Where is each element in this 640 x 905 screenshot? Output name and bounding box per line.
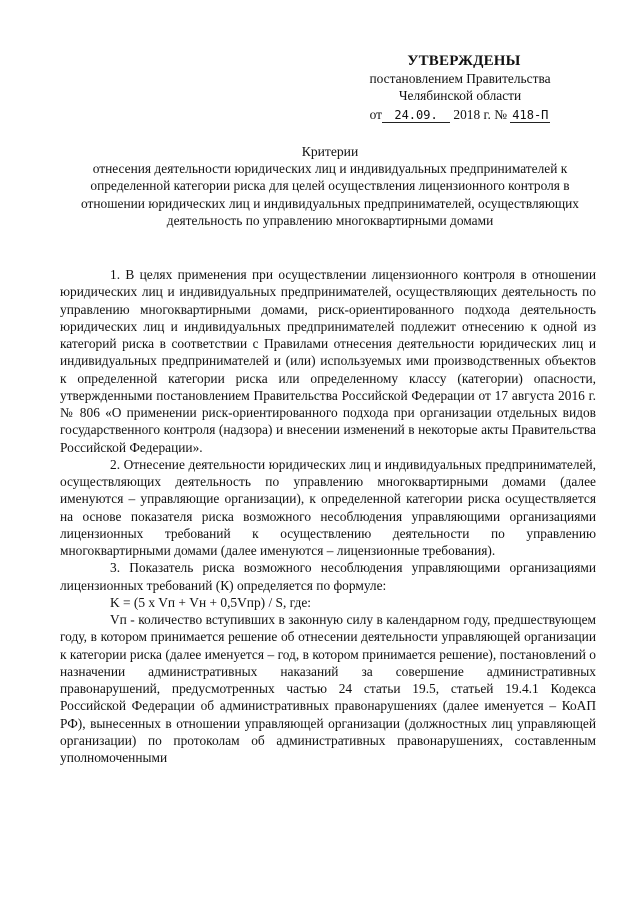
paragraph-1: 1. В целях применения при осуществлении лицензионного контроля в отношении юридических лиц и индивидуальных предпринимателей, осуществляющих деятельность по управлению многоквартирными домами, риск-ориентированного подхода деятельность юридических лиц и индивидуальных предпринимателей подлежит отнесению к одной из категорий риска в соответствии с Правилами отнесения деятельности юридических лиц и индивидуальных предпринимателей и (или) используемых ими производственных объектов к определенной категории риска или определенному классу (категории) опасности, утвержденными постановлением Правительства Российской Федерации от 17 августа 2016 г. № 806 «О применении риск-ориентированного подхода при организации отдельных видов государственного контроля (надзора) и внесении изменений в некоторые акты Правительства Российской Федерации». (60, 267, 596, 455)
approval-stamp-block (330, 52, 590, 123)
paragraph-2: 2. Отнесение деятельности юридических лиц и индивидуальных предпринимателей, осуществляющих деятельность по управлению многоквартирными домами (далее именуются – управляющие организации), к определенной категории риска осуществляется на основе показателя риска возможного несоблюдения управляющими организациями лицензионных требований к осуществлению деятельности по управлению многоквартирными домами (далее именуются – лицензионные требования). (60, 456, 596, 558)
date-prefix: от (369, 107, 383, 122)
paragraph-vp-definition: Vп - количество вступивших в законную силу в календарном году, предшествующем году, в котором принимается решение об отнесении деятельности управляющей организации к категории риска (далее именуется – год, в котором принимается решение), постановлений о назначении административных наказаний за совершение административных правонарушений, предусмотренных частью 24 статьи 19.5, статьей 19.4.1 Кодекса Российской Федерации об административных правонарушениях (далее именуется – КоАП РФ), вынесенных в отношении управляющей организации (должностных лиц управляющей организации) по протоколам об административных правонарушениях, составленным уполномоченными (60, 612, 596, 765)
heading-title: Критерии (301, 144, 359, 159)
document-heading (60, 143, 600, 229)
approval-line-region: Челябинской области (398, 88, 522, 103)
approval-date-line (330, 106, 590, 123)
year-text: 2018 г. № (453, 107, 507, 122)
document-number: 418-П (512, 108, 549, 122)
document-body (60, 266, 596, 766)
heading-subtitle: отнесения деятельности юридических лиц и индивидуальных предпринимателей к определенной категории риска для целей осуществления лицензионного контроля в отношении юридических лиц и индивидуальных предпринимателей, осуществляющих деятельность по управлению многоквартирными домами (80, 161, 579, 228)
approval-line-government: постановлением Правительства (369, 71, 551, 86)
risk-formula: K = (5 x Vп + Vн + 0,5Vпр) / S, где: (110, 594, 311, 610)
date-value: 24.09. (382, 108, 450, 123)
paragraph-3: 3. Показатель риска возможного несоблюдения управляющими организациями лицензионных требований (К) определяется по формуле: (60, 560, 596, 593)
approval-title: УТВЕРЖДЕНЫ (407, 53, 521, 69)
